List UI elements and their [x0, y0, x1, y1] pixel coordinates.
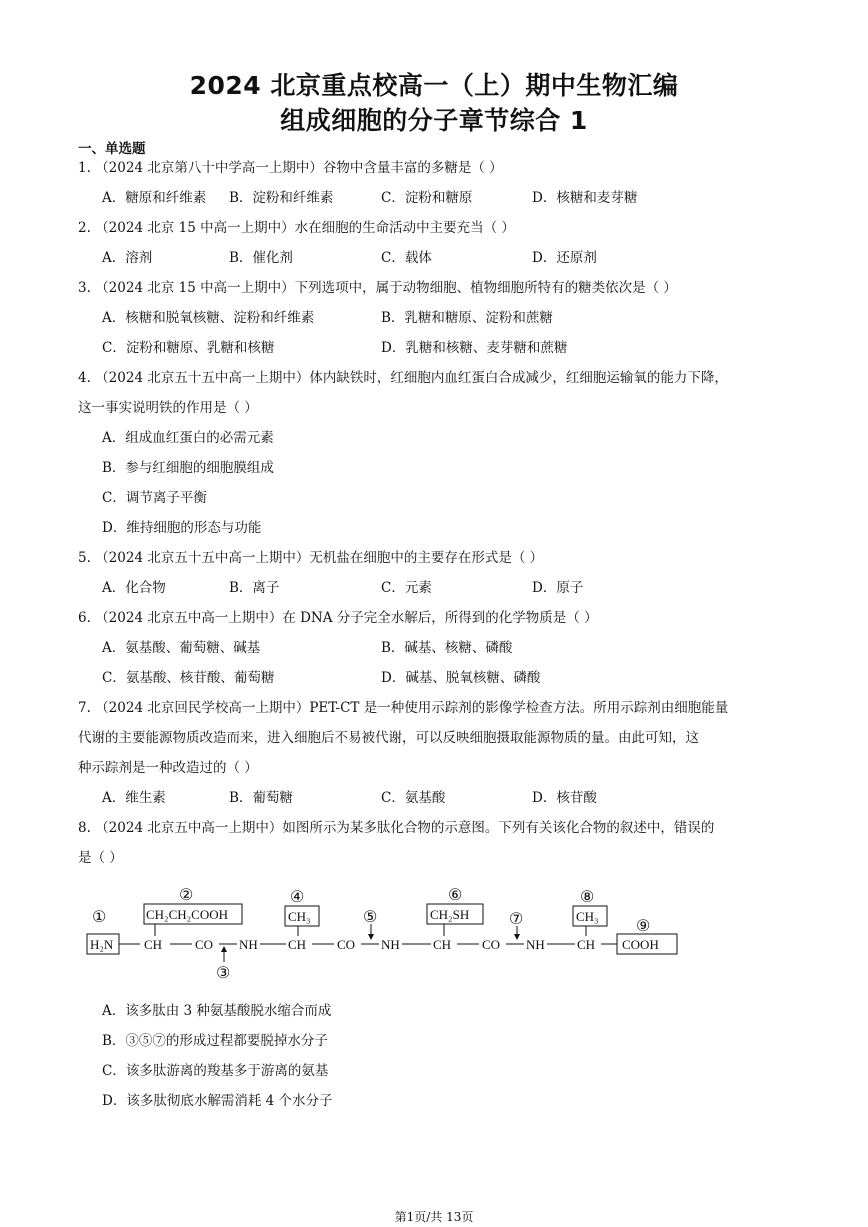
section-heading: 一、单选题 — [78, 141, 146, 157]
question-7-option-b: B．葡萄糖 — [229, 790, 293, 806]
label-6: ⑥ — [448, 887, 463, 904]
question-3-stem: 3. （2024 北京 15 中高一上期中）下列选项中，属于动物细胞、植物细胞所特有的糖类依次是（ ） — [78, 280, 677, 296]
question-4-option-b: B．参与红细胞的细胞膜组成 — [102, 460, 274, 476]
side-chain-2: CH₃ — [288, 909, 311, 924]
carbonyl-2: CO — [337, 937, 356, 952]
question-7-stem-line3: 种示踪剂是一种改造过的（ ） — [78, 760, 258, 776]
question-7-option-c: C．氨基酸 — [381, 790, 446, 806]
question-2-option-a: A．溶剂 — [102, 250, 153, 266]
question-1-stem: 1. （2024 北京第八十中学高一上期中）谷物中含量丰富的多糖是（ ） — [78, 160, 503, 176]
alpha-carbon-1: CH — [144, 937, 163, 952]
page-title-line2: 组成细胞的分子章节综合 1 — [280, 106, 588, 135]
question-8-option-c: C．该多肽游离的羧基多于游离的氨基 — [102, 1063, 329, 1079]
alpha-carbon-3: CH — [433, 937, 452, 952]
question-6-option-c: C．氨基酸、核苷酸、葡萄糖 — [102, 670, 275, 686]
question-2-option-c: C．载体 — [381, 250, 432, 266]
question-5-stem: 5. （2024 北京五十五中高一上期中）无机盐在细胞中的主要存在形式是（ ） — [78, 550, 544, 566]
question-2-option-b: B．催化剂 — [229, 250, 293, 266]
question-3-option-c: C．淀粉和糖原、乳糖和核糖 — [102, 340, 275, 356]
question-3-option-a: A．核糖和脱氧核糖、淀粉和纤维素 — [102, 310, 315, 326]
question-5-option-d: D．原子 — [532, 580, 584, 596]
question-7-stem-line1: 7. （2024 北京回民学校高一上期中）PET-CT 是一种使用示踪剂的影像学检查方法。所用示踪剂由细胞能量 — [78, 700, 729, 716]
question-8-option-d: D．该多肽彻底水解需消耗 4 个水分子 — [102, 1093, 333, 1109]
question-4-option-d: D．维持细胞的形态与功能 — [102, 520, 262, 536]
label-8: ⑧ — [580, 889, 595, 906]
question-4-stem-line1: 4. （2024 北京五十五中高一上期中）体内缺铁时，红细胞内血红蛋白合成减少，红细胞运输氧的能力下降， — [78, 370, 728, 386]
question-4-option-c: C．调节离子平衡 — [102, 490, 207, 506]
question-8-stem-line2: 是（ ） — [78, 850, 123, 866]
label-4: ④ — [290, 889, 305, 906]
question-6-option-d: D．碱基、脱氧核糖、磷酸 — [381, 670, 541, 686]
question-8-option-b: B．③⑤⑦的形成过程都要脱掉水分子 — [102, 1033, 328, 1049]
question-4-option-a: A．组成血红蛋白的必需元素 — [102, 430, 274, 446]
question-2-stem: 2. （2024 北京 15 中高一上期中）水在细胞的生命活动中主要充当（ ） — [78, 220, 515, 236]
question-4-stem-line2: 这一事实说明铁的作用是（ ） — [78, 400, 258, 416]
label-5: ⑤ — [363, 909, 378, 926]
imino-2: NH — [381, 937, 400, 952]
question-1-option-c: C．淀粉和糖原 — [381, 190, 473, 206]
carbonyl-3: CO — [482, 937, 501, 952]
carboxyl-group: COOH — [622, 937, 659, 952]
label-9: ⑨ — [636, 918, 651, 935]
page-title-line1: 2024 北京重点校高一（上）期中生物汇编 — [189, 71, 679, 100]
question-6-stem: 6. （2024 北京五中高一上期中）在 DNA 分子完全水解后，所得到的化学物质是（ ） — [78, 610, 598, 626]
question-8-option-a: A．该多肽由 3 种氨基酸脱水缩合而成 — [102, 1003, 332, 1019]
label-7: ⑦ — [509, 911, 524, 928]
question-5-option-b: B．离子 — [229, 580, 280, 596]
label-2: ② — [179, 887, 194, 904]
question-1-option-d: D．核糖和麦芽糖 — [532, 190, 638, 206]
side-chain-1: CH₂CH₂COOH — [146, 907, 229, 922]
alpha-carbon-4: CH — [577, 937, 596, 952]
amino-group: H₂N — [90, 937, 114, 952]
question-6-option-b: B．碱基、核糖、磷酸 — [381, 640, 513, 656]
question-2-option-d: D．还原剂 — [532, 250, 597, 266]
imino-3: NH — [526, 937, 545, 952]
imino-1: NH — [239, 937, 258, 952]
question-6-option-a: A．氨基酸、葡萄糖、碱基 — [102, 640, 261, 656]
side-chain-4: CH₃ — [576, 909, 599, 924]
question-1-option-a: A．糖原和纤维素 — [102, 190, 207, 206]
question-8-stem-line1: 8. （2024 北京五中高一上期中）如图所示为某多肽化合物的示意图。下列有关该化合物的叙述中，错误的 — [78, 820, 715, 836]
question-7-option-d: D．核苷酸 — [532, 790, 597, 806]
label-3: ③ — [216, 965, 231, 980]
page-footer: 第1页/共 13页 — [394, 1210, 474, 1224]
question-1-option-b: B．淀粉和纤维素 — [229, 190, 334, 206]
carbonyl-1: CO — [195, 937, 214, 952]
label-1: ① — [92, 909, 107, 926]
question-7-option-a: A．维生素 — [102, 790, 166, 806]
question-3-option-d: D．乳糖和核糖、麦芽糖和蔗糖 — [381, 340, 568, 356]
question-5-option-c: C．元素 — [381, 580, 432, 596]
question-5-option-a: A．化合物 — [102, 580, 166, 596]
question-3-option-b: B．乳糖和糖原、淀粉和蔗糖 — [381, 310, 553, 326]
side-chain-3: CH₂SH — [430, 907, 470, 922]
alpha-carbon-2: CH — [288, 937, 307, 952]
question-7-stem-line2: 代谢的主要能源物质改造而来，进入细胞后不易被代谢，可以反映细胞摄取能源物质的量。由此可知，这 — [78, 730, 699, 746]
polypeptide-diagram — [82, 880, 682, 980]
